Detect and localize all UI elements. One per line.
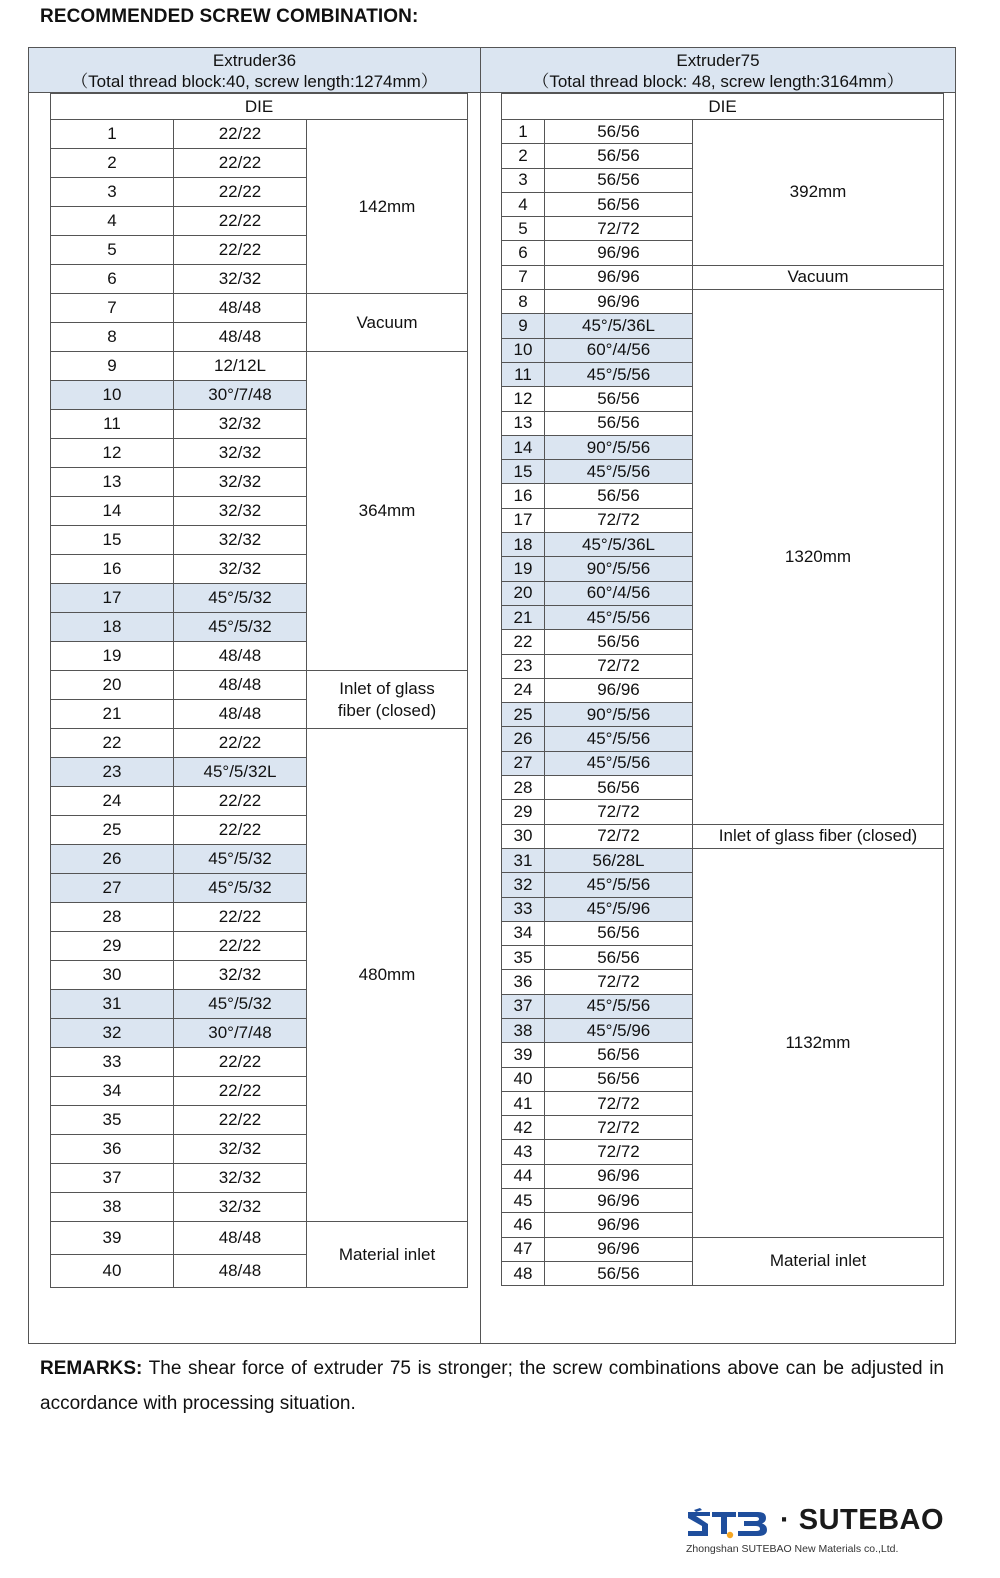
thread-block-number: 9 [51,352,174,381]
screw-element: 48/48 [174,700,307,729]
thread-block-number: 21 [51,700,174,729]
thread-block-number: 41 [502,1091,545,1115]
thread-block-number: 5 [51,236,174,265]
screw-element: 45°/5/56 [545,994,693,1018]
screw-element: 22/22 [174,149,307,178]
thread-block-number: 25 [502,703,545,727]
extruder75-table [501,93,944,1286]
thread-block-number: 2 [51,149,174,178]
table-row [51,294,468,323]
die-header: DIE [502,94,944,120]
screw-element: 45°/5/56 [545,873,693,897]
thread-block-number: 11 [502,362,545,386]
section-label: 1132mm [693,848,944,1237]
thread-block-number: 1 [51,120,174,149]
thread-block-number: 45 [502,1189,545,1213]
section-label: 1320mm [693,290,944,825]
section-label: Vacuum [307,294,468,352]
section-label: 142mm [307,120,468,294]
screw-element: 56/56 [545,387,693,411]
screw-element: 32/32 [174,439,307,468]
screw-element: 32/32 [174,265,307,294]
company-logo [686,1504,946,1568]
screw-element: 22/22 [174,816,307,845]
thread-block-number: 12 [51,439,174,468]
screw-element: 32/32 [174,1193,307,1222]
screw-element: 56/56 [545,1261,693,1285]
screw-element: 56/56 [545,484,693,508]
screw-element: 22/22 [174,729,307,758]
thread-block-number: 19 [502,557,545,581]
screw-element: 45°/5/32L [174,758,307,787]
table-row [51,120,468,149]
screw-element: 48/48 [174,294,307,323]
thread-block-number: 13 [51,468,174,497]
section-label: Inlet of glass fiber (closed) [307,671,468,729]
section-label: Material inlet [693,1237,944,1286]
thread-block-number: 32 [51,1019,174,1048]
screw-element: 45°/5/96 [545,897,693,921]
thread-block-number: 4 [502,192,545,216]
thread-block-number: 23 [51,758,174,787]
thread-block-number: 15 [502,460,545,484]
screw-element: 56/56 [545,411,693,435]
screw-element: 22/22 [174,120,307,149]
table-row [51,671,468,700]
screw-element: 32/32 [174,526,307,555]
thread-block-number: 28 [502,776,545,800]
thread-block-number: 18 [51,613,174,642]
thread-block-number: 25 [51,816,174,845]
thread-block-number: 37 [502,994,545,1018]
thread-block-number: 46 [502,1213,545,1237]
extruder36-name: Extruder36 [212,51,297,70]
thread-block-number: 47 [502,1237,545,1261]
screw-element: 56/28L [545,848,693,872]
screw-element: 45°/5/56 [545,460,693,484]
brand-name [780,1504,944,1537]
table-row [502,824,944,848]
screw-combination-panel [28,47,956,1344]
screw-element: 56/56 [545,144,693,168]
thread-block-number: 17 [502,508,545,532]
screw-element: 72/72 [545,824,693,848]
screw-element: 22/22 [174,787,307,816]
screw-element: 45°/5/32 [174,613,307,642]
thread-block-number: 14 [502,435,545,459]
section-label: 392mm [693,120,944,266]
screw-element: 56/56 [545,1043,693,1067]
section-label: Inlet of glass fiber (closed) [693,824,944,848]
thread-block-number: 6 [51,265,174,294]
thread-block-number: 7 [51,294,174,323]
screw-element: 90°/5/56 [545,703,693,727]
screw-element: 56/56 [545,630,693,654]
screw-element: 32/32 [174,555,307,584]
thread-block-number: 42 [502,1116,545,1140]
thread-block-number: 31 [502,848,545,872]
screw-element: 56/56 [545,120,693,144]
screw-element: 32/32 [174,497,307,526]
remarks-text: The shear force of extruder 75 is stronger; the screw combinations above can be adjusted in accordance with processing situation. [40,1358,944,1414]
screw-element: 45°/5/36L [545,314,693,338]
section-label: 364mm [307,352,468,671]
screw-element: 56/56 [545,168,693,192]
thread-block-number: 43 [502,1140,545,1164]
thread-block-number: 38 [51,1193,174,1222]
screw-element: 60°/4/56 [545,338,693,362]
thread-block-number: 1 [502,120,545,144]
thread-block-number: 7 [502,265,545,289]
screw-element: 96/96 [545,678,693,702]
extruder75-subtitle: （Total thread block: 48, screw length:3164mm） [532,72,904,91]
screw-element: 96/96 [545,1164,693,1188]
thread-block-number: 9 [502,314,545,338]
thread-block-number: 37 [51,1164,174,1193]
thread-block-number: 5 [502,217,545,241]
table-row [502,265,944,289]
thread-block-number: 36 [502,970,545,994]
thread-block-number: 20 [502,581,545,605]
screw-element: 22/22 [174,207,307,236]
screw-element: 56/56 [545,192,693,216]
remarks [40,1351,944,1421]
thread-block-number: 44 [502,1164,545,1188]
brand-separator: · [780,1504,791,1536]
screw-element: 72/72 [545,1091,693,1115]
screw-element: 30°/7/48 [174,1019,307,1048]
page-title: RECOMMENDED SCREW COMBINATION: [40,6,419,27]
thread-block-number: 21 [502,605,545,629]
table-row [502,290,944,314]
table-row [502,120,944,144]
screw-element: 22/22 [174,1106,307,1135]
screw-element: 30°/7/48 [174,381,307,410]
thread-block-number: 38 [502,1018,545,1042]
thread-block-number: 11 [51,410,174,439]
thread-block-number: 3 [51,178,174,207]
screw-element: 72/72 [545,217,693,241]
thread-block-number: 16 [51,555,174,584]
screw-element: 45°/5/56 [545,751,693,775]
extruder36-subtitle: （Total thread block:40, screw length:1274mm） [71,72,438,91]
section-label: 480mm [307,729,468,1222]
extruder75-table-body [502,94,944,1286]
thread-block-number: 17 [51,584,174,613]
screw-element: 72/72 [545,1140,693,1164]
die-header: DIE [51,94,468,120]
screw-element: 96/96 [545,1213,693,1237]
thread-block-number: 33 [502,897,545,921]
table-row [502,1237,944,1261]
screw-element: 90°/5/56 [545,435,693,459]
thread-block-number: 3 [502,168,545,192]
thread-block-number: 35 [51,1106,174,1135]
thread-block-number: 22 [502,630,545,654]
extruder36-table-body [51,94,468,1288]
thread-block-number: 48 [502,1261,545,1285]
thread-block-number: 27 [51,874,174,903]
thread-block-number: 10 [51,381,174,410]
thread-block-number: 29 [502,800,545,824]
section-label: Vacuum [693,265,944,289]
screw-element: 96/96 [545,1189,693,1213]
screw-element: 56/56 [545,776,693,800]
screw-element: 45°/5/32 [174,874,307,903]
thread-block-number: 14 [51,497,174,526]
thread-block-number: 34 [51,1077,174,1106]
screw-element: 32/32 [174,468,307,497]
thread-block-number: 13 [502,411,545,435]
column-divider [480,48,481,1343]
thread-block-number: 29 [51,932,174,961]
extruder75-header [481,48,955,93]
screw-element: 45°/5/36L [545,533,693,557]
screw-element: 48/48 [174,1255,307,1288]
screw-element: 72/72 [545,1116,693,1140]
screw-element: 45°/5/96 [545,1018,693,1042]
thread-block-number: 16 [502,484,545,508]
screw-element: 32/32 [174,1164,307,1193]
screw-element: 96/96 [545,290,693,314]
thread-block-number: 19 [51,642,174,671]
remarks-label: REMARKS: [40,1358,143,1379]
screw-element: 60°/4/56 [545,581,693,605]
thread-block-number: 15 [51,526,174,555]
brand-text: SUTEBAO [798,1504,945,1536]
screw-element: 32/32 [174,410,307,439]
screw-element: 45°/5/56 [545,605,693,629]
screw-element: 72/72 [545,508,693,532]
screw-element: 22/22 [174,1048,307,1077]
screw-element: 22/22 [174,236,307,265]
extruder36-header [29,48,480,93]
screw-element: 96/96 [545,241,693,265]
thread-block-number: 24 [51,787,174,816]
thread-block-number: 32 [502,873,545,897]
screw-element: 12/12L [174,352,307,381]
thread-block-number: 22 [51,729,174,758]
stb-logo-icon [686,1508,770,1540]
extruder36-table [50,93,468,1288]
screw-element: 22/22 [174,903,307,932]
table-row [51,1222,468,1255]
section-label: Material inlet [307,1222,468,1288]
screw-element: 48/48 [174,1222,307,1255]
screw-element: 45°/5/56 [545,727,693,751]
screw-element: 72/72 [545,970,693,994]
extruder75-name: Extruder75 [676,51,760,70]
table-row [51,729,468,758]
thread-block-number: 6 [502,241,545,265]
thread-block-number: 26 [51,845,174,874]
thread-block-number: 8 [51,323,174,352]
screw-element: 48/48 [174,323,307,352]
thread-block-number: 28 [51,903,174,932]
thread-block-number: 31 [51,990,174,1019]
thread-block-number: 10 [502,338,545,362]
thread-block-number: 33 [51,1048,174,1077]
screw-element: 72/72 [545,654,693,678]
company-tagline: Zhongshan SUTEBAO New Materials co.,Ltd. [686,1543,899,1555]
thread-block-number: 30 [502,824,545,848]
thread-block-number: 2 [502,144,545,168]
screw-element: 45°/5/56 [545,362,693,386]
thread-block-number: 18 [502,533,545,557]
screw-element: 56/56 [545,921,693,945]
thread-block-number: 26 [502,727,545,751]
thread-block-number: 40 [51,1255,174,1288]
screw-element: 22/22 [174,1077,307,1106]
screw-element: 45°/5/32 [174,990,307,1019]
table-row [502,848,944,872]
screw-element: 22/22 [174,932,307,961]
screw-element: 22/22 [174,178,307,207]
thread-block-number: 39 [502,1043,545,1067]
screw-element: 90°/5/56 [545,557,693,581]
screw-element: 72/72 [545,800,693,824]
thread-block-number: 12 [502,387,545,411]
thread-block-number: 40 [502,1067,545,1091]
screw-element: 56/56 [545,1067,693,1091]
thread-block-number: 8 [502,290,545,314]
screw-element: 45°/5/32 [174,845,307,874]
thread-block-number: 30 [51,961,174,990]
thread-block-number: 34 [502,921,545,945]
table-row [51,352,468,381]
thread-block-number: 36 [51,1135,174,1164]
screw-element: 48/48 [174,642,307,671]
screw-element: 32/32 [174,1135,307,1164]
thread-block-number: 27 [502,751,545,775]
screw-element: 45°/5/32 [174,584,307,613]
screw-element: 56/56 [545,946,693,970]
screw-element: 48/48 [174,671,307,700]
thread-block-number: 20 [51,671,174,700]
thread-block-number: 39 [51,1222,174,1255]
thread-block-number: 23 [502,654,545,678]
screw-element: 32/32 [174,961,307,990]
thread-block-number: 35 [502,946,545,970]
screw-element: 96/96 [545,265,693,289]
thread-block-number: 24 [502,678,545,702]
thread-block-number: 4 [51,207,174,236]
screw-element: 96/96 [545,1237,693,1261]
